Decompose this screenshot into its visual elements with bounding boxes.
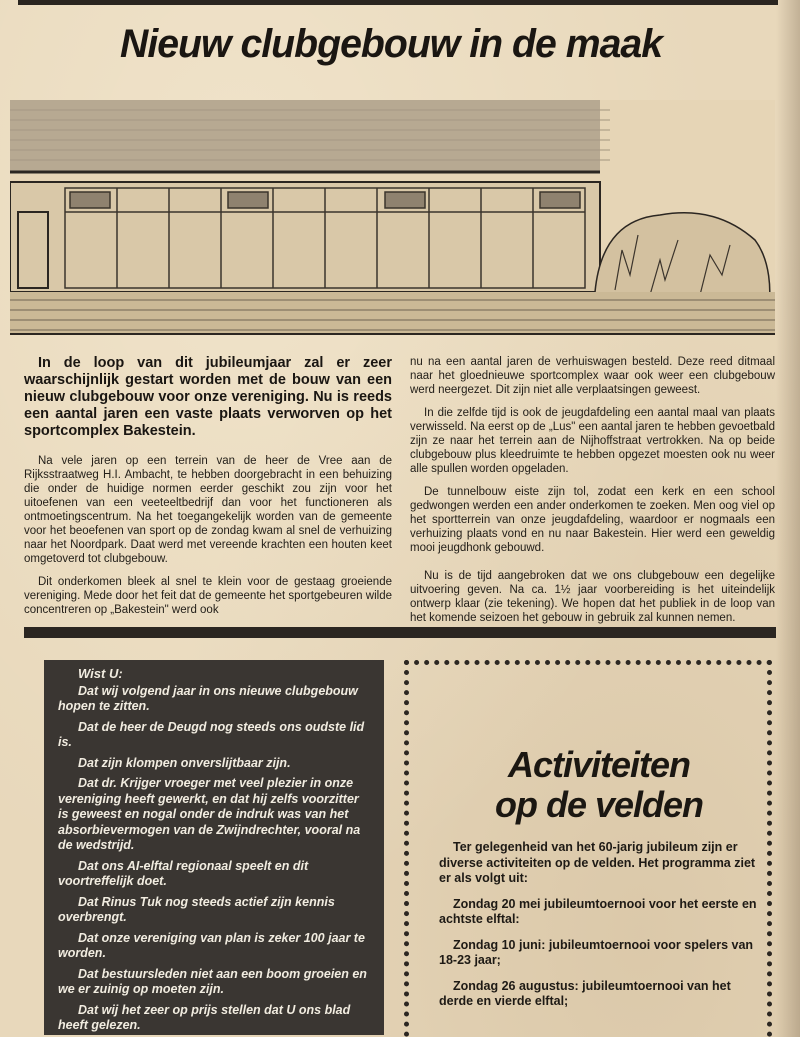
activiteiten-event: Zondag 20 mei jubileumtoernooi voor het eerste en achtste elftal: [439,896,757,926]
article-paragraph: Na vele jaren op een terrein van de heer de Vree aan de Rijksstraatweg H.I. Ambacht, te hebben doorgebracht in een behuizing die onder de huidige normen eerder geschikt zou zijn voor het uitoefenen van een veeteeltbedrijf dan voor het functioneren als ontmoetingscentrum. Na het toegangekelijk worden van de gemeente voor het beoefenen van sport op de zondag kwam al snel de verhuizing naar het Noordpark. Daat werd met vereende krachten een houten keet omgetoverd tot clubgebouw. [24,455,392,565]
wist-u-item: Dat dr. Krijger vroeger met veel plezier in onze vereniging heeft gewerkt, en dat hij zelfs voorzitter is geweest en nogal onder de indruk was van het absorbievermogen van de Zwijndrechter, vooral na de wedstrijd. [58,776,361,852]
article-paragraph: Dit onderkomen bleek al snel te klein voor de gestaag groeiende vereniging. Mede door het feit dat de gemeente het sportgebeuren wilde concentreren op „Bakestein" werd ook [24,576,392,616]
article-paragraph: nu na een aantal jaren de verhuiswagen besteld. Deze reed ditmaal naar het gloednieuwe sportcomplex waar ook weer een clubgebouw werd neergezet. Dit zijn niet alle verplaatsingen geweest. [410,356,775,396]
wist-u-item: Dat zijn klompen onverslijtbaar zijn. [78,755,291,770]
wist-u-item: Dat Rinus Tuk nog steeds actief zijn kennis overbrengt. [58,894,335,924]
article-column-left [24,355,392,626]
activiteiten-event: Zondag 10 juni: jubileumtoernooi voor spelers van 18-23 jaar; [439,937,754,967]
wist-u-item: Dat wij het zeer op prijs stellen dat U ons blad heeft gelezen. [58,1002,351,1032]
activiteiten-intro: Ter gelegenheid van het 60-jarig jubileum zijn er diverse activiteiten op de velden. Het programma ziet er als volgt uit: [439,840,756,885]
activiteiten-title [449,745,749,825]
wist-u-item: Dat bestuursleden niet aan een boom groeien en we er zuinig op moeten zijn. [58,966,367,996]
wist-u-box [44,660,384,1035]
wist-u-item: Dat onze vereniging van plan is zeker 100 jaar te worden. [58,930,365,960]
wist-u-title: Wist U: [78,666,123,681]
page-edge-shadow [776,0,800,1037]
clubhouse-drawing [10,100,775,335]
article-headline: Nieuw clubgebouw in de maak [120,22,663,66]
article-paragraph: In die zelfde tijd is ook de jeugdafdeling een aantal maal van plaats verwisseld. Na eerst op de „Lus" een aantal jaren te hebben gevoetbald zijn ze naar het terrein aan de Nijhoffstraat vertrokken. Na op beide clubgebouw plus kleedruimte te hebben opgezet moesten ook nu weer alle spullen worden opgeladen. [410,407,775,475]
activiteiten-box [404,660,772,1037]
activiteiten-title-line: Activiteiten [507,744,691,785]
top-rule [18,0,778,5]
wist-u-item: Dat de heer de Deugd nog steeds ons oudste lid is. [58,719,365,749]
activiteiten-title-line: op de velden [494,784,704,825]
article-paragraph: De tunnelbouw eiste zijn tol, zodat een kerk en een school gedwongen werden een ander onderkomen te zoeken. Men oog viel op het sportterrein van onze jeugdafdeling, waardoor er nogmaals een verhuizing plaats vond en nu naar Bakestein. Hier werd een geweldig mooi jeugdhonk gebouwd. [410,486,775,554]
article-paragraph: Nu is de tijd aangebroken dat we ons clubgebouw een degelijke uitvoering geven. Na ca. 1½ jaar voorbereiding is het uiteindelijk ontwerp klaar (zie tekening). We hopen dat het publiek in de loop van het komende seizoen het gebouw in gebruik zal kunnen nemen. [410,570,775,624]
activiteiten-event: Zondag 26 augustus: jubileumtoernooi van het derde en vierde elftal; [439,978,731,1008]
wist-u-item: Dat ons AI-elftal regionaal speelt en dit voortreffelijk doet. [58,858,309,888]
article-lead: In de loop van dit jubileumjaar zal er zeer waarschijnlijk gestart worden met de bouw van een nieuw clubgebouw voor onze vereniging. Nu is reeds een aantal jaren een vaste plaats verworven op het sportcomplex Bakestein. [24,355,392,439]
article-column-right [410,355,775,634]
wist-u-item: Dat wij volgend jaar in ons nieuwe clubgebouw hopen te zitten. [58,683,358,713]
section-divider [24,627,776,638]
activiteiten-body [439,840,761,1020]
